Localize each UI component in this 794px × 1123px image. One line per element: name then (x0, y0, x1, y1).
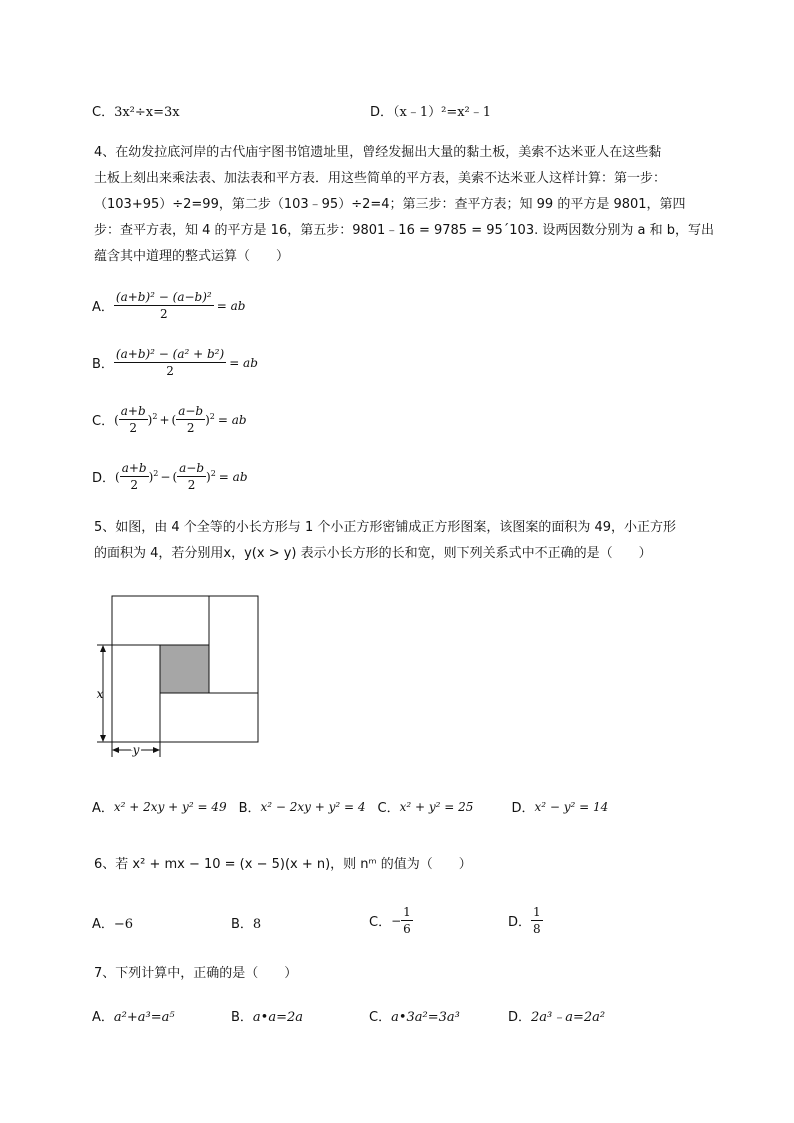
q3-option-d: D．（x﹣1）²=x²﹣1 (370, 105, 492, 120)
q7-option-a: A．a²+a³=a⁵ (92, 1010, 175, 1025)
q7-option-b: B．a•a=2a (231, 1010, 304, 1025)
arrow-down-icon (100, 735, 106, 742)
q6-option-a: A．−6 (92, 917, 134, 932)
label-y: y (132, 743, 140, 757)
q4-option-d: D． ( $\frac{a+b}{2}$ )$^2$ − ( $\frac{a-b}{2}$ )$^2$ = ab (92, 461, 248, 492)
q6-option-d: D． $\frac{1}{8}$ (508, 905, 541, 936)
arrow-up-icon (100, 645, 106, 652)
arrow-right-icon (153, 747, 160, 753)
q3-option-c: C．3x²÷x=3x (92, 105, 180, 120)
q5-figure (90, 590, 270, 765)
q7-question-text: 7、下列计算中，正确的是（ ） (94, 966, 298, 981)
small-square (160, 645, 209, 693)
q7-option-c: C．a•3a²=3a³ (369, 1010, 460, 1025)
q7-option-d: D．2a³﹣a=2a² (508, 1010, 606, 1025)
q6-question-text: 6、若 x² + mx − 10 = (x − 5)(x + n)，则 nᵐ 的值为（ ） (94, 857, 472, 872)
fraction: $\frac{a+b}{2}$ (120, 404, 146, 435)
q5-options: A． x² + 2xy + y² = 49 B． x² − 2xy + y² = 4 C． x² + y² = 25 D． x² − y² = 14 (92, 799, 609, 816)
q4-option-c: C． ( $\frac{a+b}{2}$ )$^2$ + ( $\frac{a-b}{2}$ )$^2$ = ab (92, 404, 247, 435)
fraction: $\frac{\text{(a+b)² − (a−b)²}}{2}$ (115, 290, 212, 321)
fraction: $\frac{1}{6}$ (403, 905, 411, 936)
fraction: $\frac{1}{8}$ (533, 905, 541, 936)
fraction: $\frac{a+b}{2}$ (121, 461, 147, 492)
arrow-left-icon (112, 747, 119, 753)
q6-option-c: C． − $\frac{1}{6}$ (369, 905, 411, 936)
fraction: $\frac{\text{(a+b)² − (a² + b²)}}{2}$ (115, 347, 225, 378)
label-x: x (96, 687, 104, 701)
q5-question-text: 5、如图，由 4 个全等的小长方形与 1 个小正方形密铺成正方形图案，该图案的面积为 49，小正方形 的面积为 4，若分别用x，y(x > y) 表示小长方形的长和宽，则下列关系式中不正确的是（ ） (94, 520, 677, 561)
q4-question-text: 4、在幼发拉底河岸的古代庙宇图书馆遗址里，曾经发掘出大量的黏土板，美索不达米亚人在这些黏 土板上刻出来乘法表、加法表和平方表．用这些简单的平方表，美索不达米亚人这样计算：第一步： （103+95）÷2=99，第二步（103﹣95）÷2=4；第三步：查平方表；知 99 的平方是 9801，第四 步：查平方表，知 4 的平方是 16，第五步：9801﹣16 = 9785 = 95´103. 设两因数分别为 a 和 b，写出 蕴含其中道理的整式运算（ ） (94, 145, 714, 264)
fraction: $\frac{a-b}{2}$ (178, 404, 204, 435)
q6-option-b: B．8 (231, 917, 262, 932)
q4-option-b: B． $\frac{\text{(a+b)² − (a² + b²)}}{2}$ = ab (92, 347, 258, 378)
q4-option-a: A． $\frac{\text{(a+b)² − (a−b)²}}{2}$ = ab (92, 290, 246, 321)
fraction: $\frac{a-b}{2}$ (179, 461, 205, 492)
